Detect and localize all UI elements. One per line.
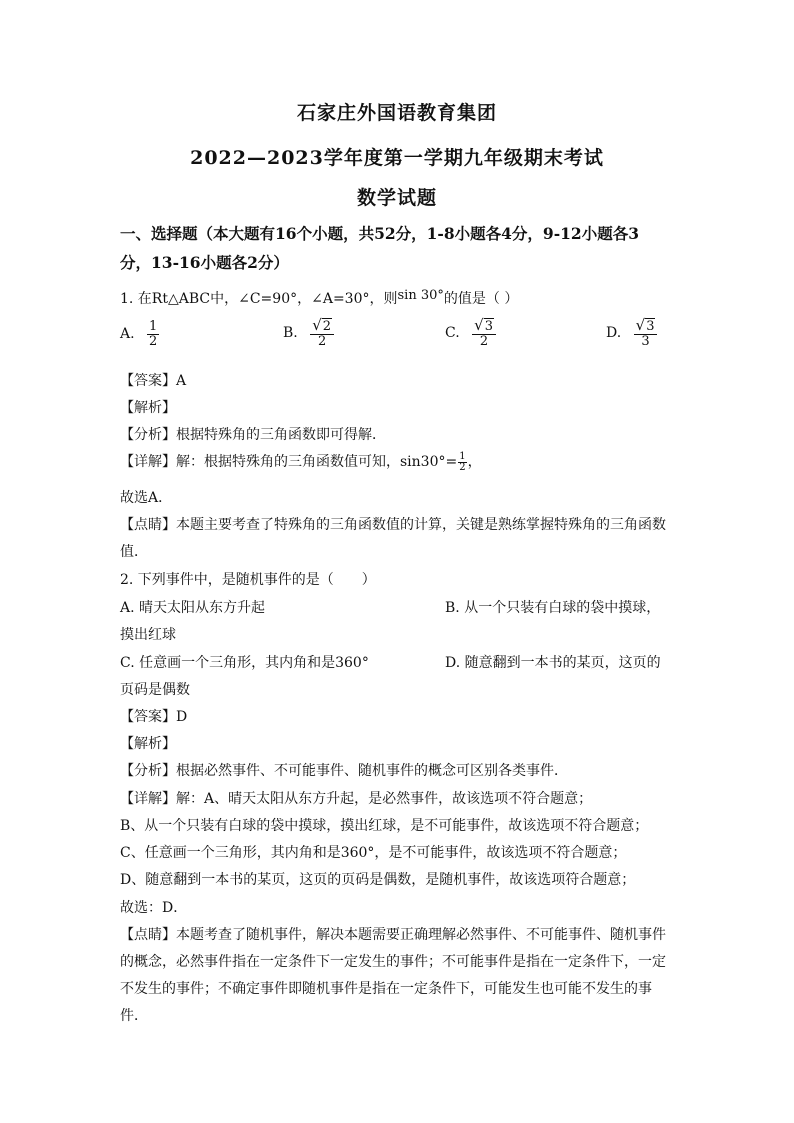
q2-option-b: B. 从一个只装有白球的袋中摸球， (445, 600, 661, 616)
q2-dianjing-line4: 件． (120, 1008, 148, 1024)
q2-option-d-cont: 页码是偶数 (120, 682, 190, 698)
q1-xiangjie (120, 451, 482, 473)
fraction-denominator: 2 (479, 333, 489, 349)
q2-xiangjie-line1: 【详解】解：A、晴天太阳从东方升起，是必然事件，故该选项不符合题意； (120, 791, 593, 807)
q1-option-c-fraction (472, 318, 496, 348)
q2-dianjing-line2: 的概念，必然事件指在一定条件下一定发生的事件；不可能事件是指在一定条件下，一定 (120, 954, 666, 970)
q2-fenxi: 【分析】根据必然事件、不可能事件、随机事件的概念可区别各类事件． (120, 763, 568, 779)
q1-stem-pre: 1. 在Rt△ABC中，∠C=90°，∠A=30°，则 (120, 291, 398, 307)
q2-option-d: D. 随意翻到一本书的某页，这页的 (445, 655, 661, 671)
q2-xiangjie-line2: B、从一个只装有白球的袋中摸球，摸出红球，是不可能事件，故该选项不符合题意； (120, 818, 649, 834)
q1-option-b-label: B. (283, 325, 298, 342)
fraction-numerator (310, 318, 334, 335)
q2-xiangjie-line4: D、随意翻到一本书的某页，这页的页码是偶数，是随机事件，故该选项符合题意； (120, 872, 636, 888)
q1-option-b (283, 318, 334, 348)
q1-answer: 【答案】A (120, 373, 187, 389)
q1-option-c (445, 318, 496, 348)
fraction-numerator (472, 318, 496, 335)
q2-dianjing-line1: 【点睛】本题考查了随机事件，解决本题需要正确理解必然事件、不可能事件、随机事件 (120, 927, 666, 943)
q1-dianjing-line2: 值． (120, 544, 148, 560)
q1-option-d-fraction (634, 318, 658, 348)
q1-analysis-tag: 【解析】 (120, 400, 176, 416)
q2-option-c: C. 任意画一个三角形，其内角和是360° (120, 655, 369, 671)
q1-stem-post: 的值是（ ） (443, 291, 519, 307)
q2-option-b-cont: 摸出红球 (120, 627, 176, 643)
q2-answer: 【答案】D (120, 709, 188, 725)
q1-dianjing-line1: 【点睛】本题主要考查了特殊角的三角函数值的计算，关键是熟练掌握特殊角的三角函数 (120, 517, 666, 533)
q1-option-d-label: D. (606, 325, 622, 342)
fraction-denominator: 2 (149, 333, 158, 349)
q1-option-c-label: C. (445, 325, 460, 342)
fraction-denominator: 2 (317, 333, 327, 349)
fraction-numerator: 1 (149, 319, 158, 334)
q2-stem: 2. 下列事件中，是随机事件的是（ ） (120, 572, 376, 588)
q2-dianjing-line3: 不发生的事件；不确定事件即随机事件是指在一定条件下，可能发生也可能不发生的事 (120, 981, 652, 997)
fraction-numerator (634, 318, 658, 335)
q2-xiangjie-line3: C、任意画一个三角形，其内角和是360°，是不可能事件，故该选项不符合题意； (120, 845, 627, 861)
sqrt-icon: √2 (312, 316, 332, 334)
q1-stem-math: sin 30° (397, 288, 444, 303)
section-heading-line1: 一、选择题（本大题有16个小题，共52分，1-8小题各4分，9-12小题各3 (120, 224, 640, 243)
sqrt-icon: √3 (635, 316, 655, 334)
q1-xiangjie-fraction: $\frac{1}{2}$ (459, 450, 466, 473)
q2-analysis-tag: 【解析】 (120, 736, 176, 752)
q1-xiangjie-post: ， (467, 454, 482, 470)
q2-conclusion: 故选：D． (120, 900, 188, 916)
q1-option-a (120, 320, 159, 348)
q1-option-a-fraction (147, 320, 159, 348)
exam-title: 2022—2023学年度第一学期九年级期末考试 (190, 147, 604, 169)
subject-title: 数学试题 (356, 187, 437, 209)
q1-xiangjie-text: 【详解】解：根据特殊角的三角函数值可知，sin30°= (120, 454, 458, 470)
section-heading-line2: 分，13-16小题各2分） (120, 253, 289, 272)
q1-conclusion: 故选A． (120, 490, 173, 506)
q1-option-a-label: A. (120, 326, 135, 343)
q1-option-d (606, 318, 657, 348)
fraction-denominator: 3 (641, 333, 650, 349)
q1-option-b-fraction (310, 318, 334, 348)
q2-option-a: A. 晴天太阳从东方升起 (120, 600, 266, 616)
school-title: 石家庄外国语教育集团 (296, 102, 497, 124)
q1-stem (120, 288, 518, 308)
q1-fenxi: 【分析】根据特殊角的三角函数即可得解． (120, 427, 386, 443)
sqrt-icon: √3 (474, 316, 493, 334)
